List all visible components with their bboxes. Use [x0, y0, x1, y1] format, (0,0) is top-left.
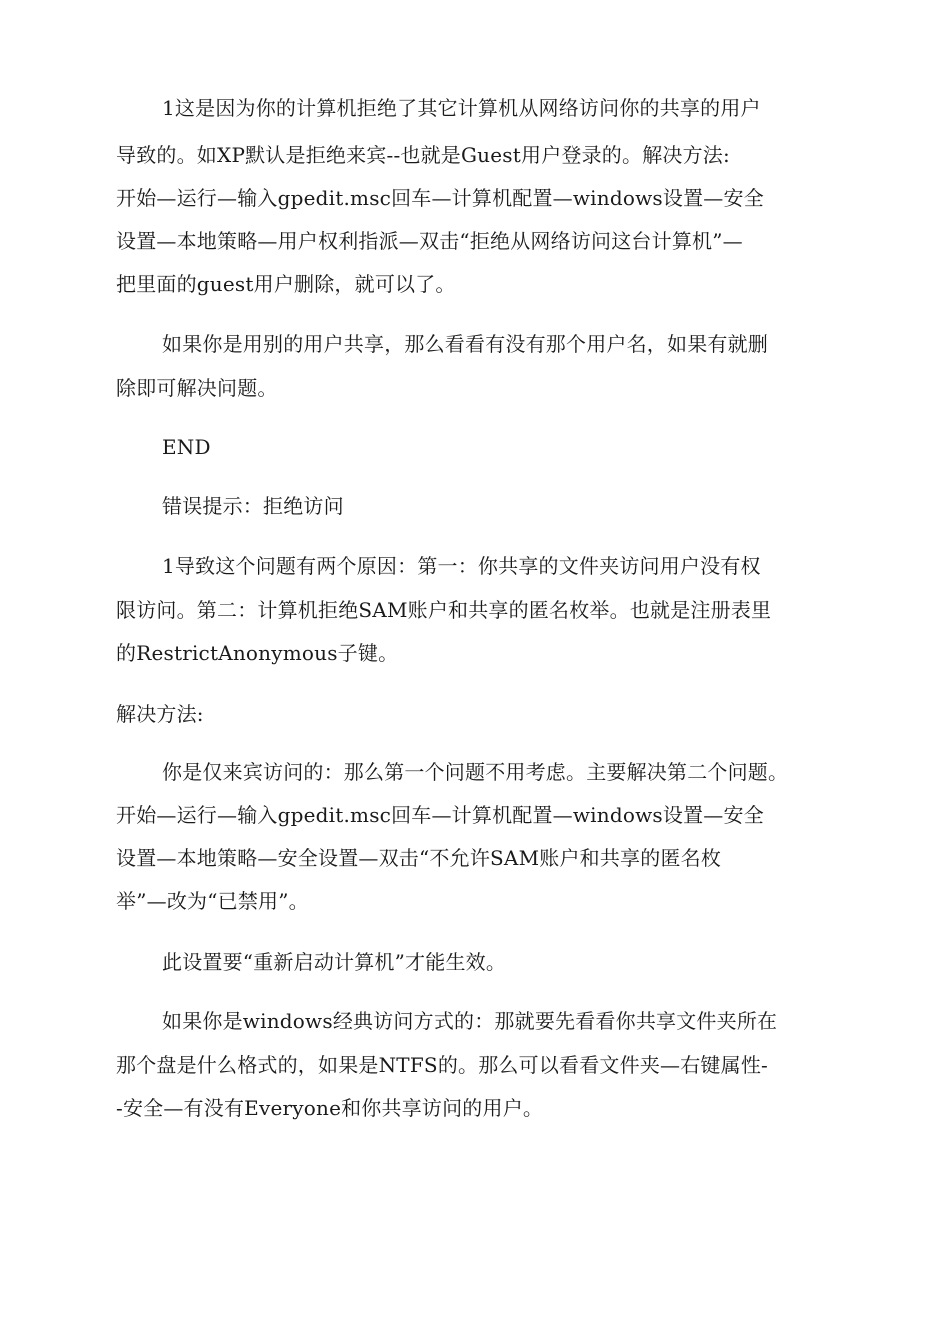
end-marker: END	[162, 435, 211, 459]
paragraph-1-line-2: 导致的。如XP默认是拒绝来宾--也就是Guest用户登录的。解决方法:	[116, 143, 730, 167]
paragraph-2-line-2: 除即可解决问题。	[116, 376, 278, 400]
paragraph-3-line-3: 的RestrictAnonymous子键。	[116, 641, 399, 665]
paragraph-1-line-5: 把里面的guest用户删除，就可以了。	[116, 272, 456, 296]
paragraph-4-line-3: 设置—本地策略—安全设置—双击“不允许SAM账户和共享的匿名枚	[116, 846, 722, 870]
solution-heading: 解决方法:	[116, 702, 204, 726]
paragraph-3-line-1: 1导致这个问题有两个原因：第一：你共享的文件夹访问用户没有权	[162, 554, 761, 578]
paragraph-2-line-1: 如果你是用别的用户共享，那么看看有没有那个用户名，如果有就删	[162, 332, 768, 356]
paragraph-4-line-2: 开始—运行—输入gpedit.msc回车—计算机配置—windows设置—安全	[116, 803, 764, 827]
paragraph-6-line-3: -安全—有没有Everyone和你共享访问的用户。	[116, 1096, 544, 1120]
error-heading: 错误提示：拒绝访问	[162, 494, 344, 518]
paragraph-1-line-1: 1这是因为你的计算机拒绝了其它计算机从网络访问你的共享的用户	[162, 96, 761, 120]
paragraph-6-line-2: 那个盘是什么格式的，如果是NTFS的。那么可以看看文件夹—右键属性-	[116, 1053, 768, 1077]
paragraph-3-line-2: 限访问。第二：计算机拒绝SAM账户和共享的匿名枚举。也就是注册表里	[116, 598, 772, 622]
paragraph-5-line-1: 此设置要“重新启动计算机”才能生效。	[162, 950, 507, 974]
paragraph-6-line-1: 如果你是windows经典访问方式的：那就要先看看你共享文件夹所在	[162, 1009, 778, 1033]
paragraph-4-line-4: 举”—改为“已禁用”。	[116, 889, 309, 913]
paragraph-1-line-3: 开始—运行—输入gpedit.msc回车—计算机配置—windows设置—安全	[116, 186, 764, 210]
paragraph-4-line-1: 你是仅来宾访问的：那么第一个问题不用考虑。主要解决第二个问题。	[162, 760, 789, 784]
paragraph-1-line-4: 设置—本地策略—用户权利指派—双击“拒绝从网络访问这台计算机”—	[116, 229, 743, 253]
